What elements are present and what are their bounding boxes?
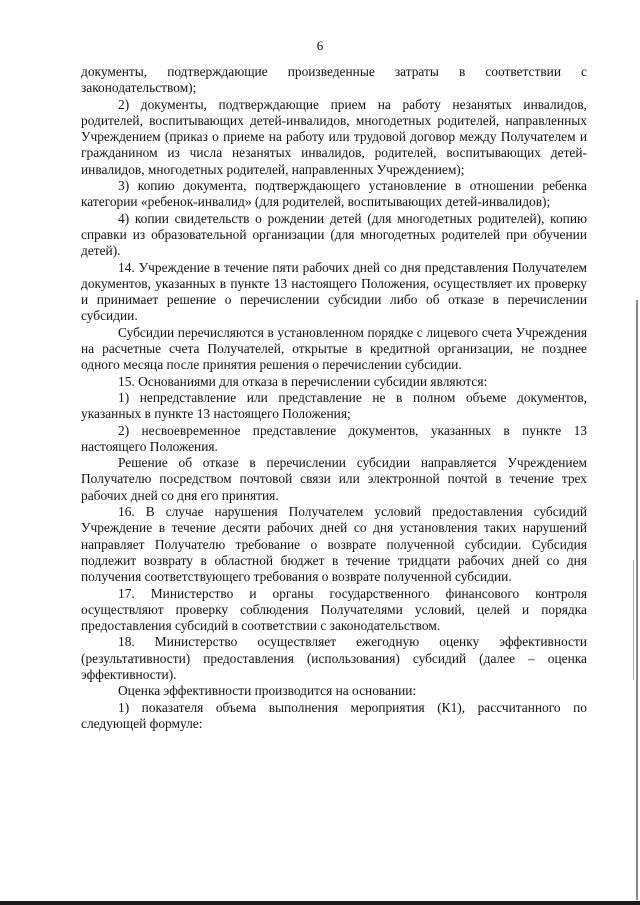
scan-bottom-edge	[0, 901, 640, 905]
paragraph: 2) документы, подтверждающие прием на работу незанятых инвалидов, родителей, воспитывающих детей-инвалидов, многодетных родителей, направленных Учреждением (приказ о приеме на работу или трудовой договор между Получателем и гражданином из числа незанятых инвалидов, родителей, воспитывающих детей-инвалидов, многодетных родителей, направленных Учреждением);	[81, 96, 587, 177]
paragraph: 2) несвоевременное представление документов, указанных в пункте 13 настоящего Положения.	[81, 422, 587, 454]
paragraph: документы, подтверждающие произведенные затраты в соответствии с законодательством);	[81, 64, 587, 96]
document-body	[81, 64, 587, 732]
paragraph: Решение об отказе в перечислении субсидии направляется Учреждением Получателю посредством почтовой связи или электронной почтой в течение трех рабочих дней со дня его принятия.	[81, 455, 587, 503]
paragraph: 16. В случае нарушения Получателем условий предоставления субсидий Учреждение в течение десяти рабочих дней со дня установления таких нарушений направляет Получателю требование о возврате полученной субсидии. Субсидия подлежит возврату в областной бюджет в течение тридцати рабочих дней со дня получения соответствующего требования о возврате полученной субсидии.	[81, 504, 587, 585]
paragraph: 3) копию документа, подтверждающего установление в отношении ребенка категории «ребенок-инвалид» (для родителей, воспитывающих детей-инвалидов);	[81, 178, 587, 210]
scan-edge-line	[636, 300, 638, 900]
paragraph: 14. Учреждение в течение пяти рабочих дней со дня представления Получателем документов, указанных в пункте 13 настоящего Положения, осуществляет их проверку и принимает решение о перечислении субсидии либо об отказе в перечислении субсидии.	[81, 259, 587, 324]
page-number: 6	[316, 38, 324, 53]
paragraph: 1) непредставление или представление не в полном объеме документов, указанных в пункте 13 настоящего Положения;	[81, 389, 587, 422]
paragraph: 1) показателя объема выполнения мероприятия (К1), рассчитанного по следующей формуле:	[81, 699, 587, 731]
paragraph: Субсидии перечисляются в установленном порядке с лицевого счета Учреждения на расчетные счета Получателей, открытые в кредитной организации, не позднее одного месяца после принятия решения о перечислении субсидии.	[81, 324, 587, 373]
scan-edge-line	[633, 560, 634, 680]
paragraph: 17. Министерство и органы государственного финансового контроля осуществляют проверку соблюдения Получателями условий, целей и порядка предоставления субсидий в соответствии с законодательством.	[81, 585, 587, 634]
paragraph: 4) копии свидетельств о рождении детей (для многодетных родителей), копию справки из образовательной организации (для многодетных родителей при обучении детей).	[81, 210, 587, 259]
paragraph: 15. Основаниями для отказа в перечислении субсидии являются:	[118, 373, 488, 389]
paragraph: 18. Министерство осуществляет ежегодную оценку эффективности (результативности) предоставления (использования) субсидий (далее – оценка эффективности).	[81, 634, 587, 682]
paragraph: Оценка эффективности производится на основании:	[118, 683, 417, 699]
